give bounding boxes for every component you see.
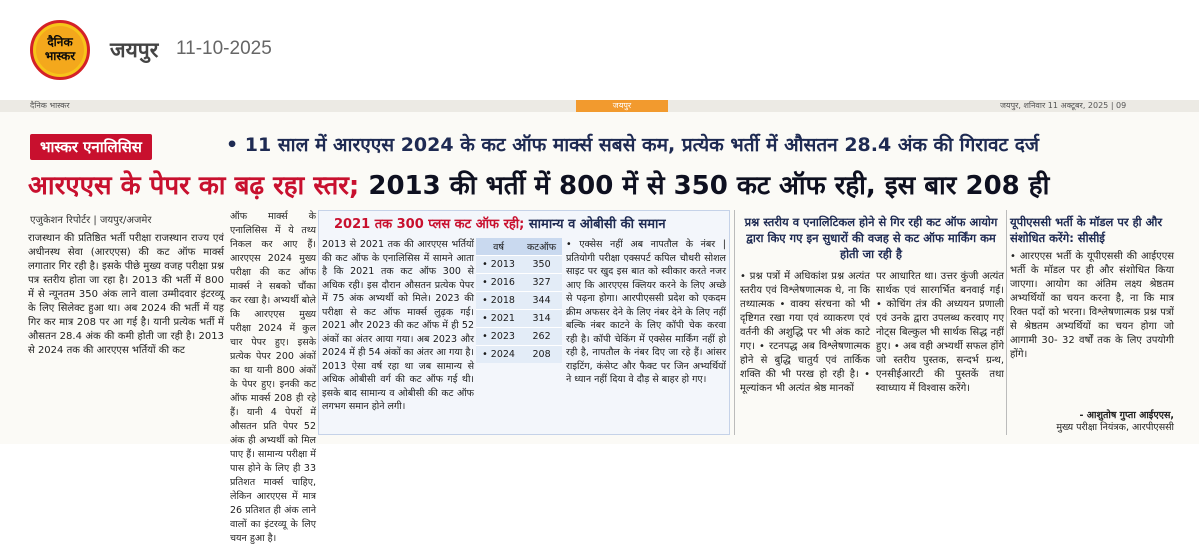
masthead-center: जयपुर bbox=[576, 100, 668, 112]
edition-city[interactable]: जयपुर bbox=[110, 38, 159, 62]
cell-year: • 2016 bbox=[476, 274, 521, 292]
quote-signature bbox=[1030, 410, 1174, 434]
box-text-right: • एक्सेस नहीं अब नापतौल के नंबर | प्रतियोगी परीक्षा एक्सपर्ट कपिल चौधरी सोशल साइट पर खुद इस बात को स्वीकार करते नजर आए कि आरएएस क्लियर करने के लिए अच्छे से पढ़ना होगा। आरपीएससी प्रदेश को एकदम क्रीम अफसर देने के लिए नंबर देने के लिए नहीं बल्कि नंबर काटने के लिए कॉपी चेक करवा रही है। कॉपी चेकिंग में एक्सेस मार्किंग नहीं हो रही है, नापतौल के नंबर दिए जा रहे हैं। आंसर राइटिंग, कंसेप्ट और फैक्ट पर जिन अभ्यर्थियों ने ध्यान नहीं दिया वे दौड़ से बाहर हो गए। bbox=[566, 239, 726, 385]
logo-text-line1: दैनिक bbox=[47, 35, 73, 49]
header-cutoff: कटऑफ bbox=[521, 238, 562, 256]
cell-cutoff: 314 bbox=[521, 310, 562, 328]
cell-year: • 2021 bbox=[476, 310, 521, 328]
reforms-column-b: पर आधारित था। उत्तर कुंजी अत्यंत सार्थक एवं सारगर्भित बनवाई गई। • कोचिंग तंत्र की अध्ययन प्रणाली एवं उनके द्वारा उपलब्ध करवाए गए नोट्स बिल्कुल भी सार्थक सिद्ध नहीं हुए। • अब वही अभ्यर्थी सफल होंगे जो स्तरीय पुस्तक, सन्दर्भ ग्रन्थ, एनसीईआरटी की पुस्तकें तथा स्वाध्याय में विश्वास करेंगे। bbox=[876, 271, 1004, 394]
masthead-strip bbox=[0, 100, 1199, 112]
box-title-rest: सामान्य व ओबीसी की समान bbox=[524, 217, 666, 232]
table-row bbox=[476, 292, 562, 310]
reforms-title: प्रश्न स्तरीय व एनालिटिकल होने से गिर रही कट ऑफ आयोग द्वारा किए गए इन सुधारों की वजह से कट ऑफ मार्किंग कम होती जा रही है bbox=[744, 215, 998, 261]
table-header-row bbox=[476, 238, 562, 256]
column-divider bbox=[1006, 210, 1007, 435]
article-headline bbox=[28, 166, 1049, 202]
table-row bbox=[476, 274, 562, 292]
headline-highlight: आरएएस के पेपर का बढ़ रहा स्तर; bbox=[28, 171, 360, 201]
cell-cutoff: 344 bbox=[521, 292, 562, 310]
cell-year: • 2013 bbox=[476, 256, 521, 274]
masthead-right: जयपुर, शनिवार 11 अक्टूबर, 2025 | 09 bbox=[1000, 101, 1127, 110]
cell-year: • 2018 bbox=[476, 292, 521, 310]
cell-year: • 2024 bbox=[476, 346, 521, 364]
cell-cutoff: 350 bbox=[521, 256, 562, 274]
box-text-left: 2013 से 2021 तक की आरएएस भर्तियों की कट ऑफ के एनालिसिस में सामने आता है कि 2021 तक कट ऑफ 300 से अधिक रही। इस दौरान औसतन प्रत्येक पेपर में 75 अंक अभ्यर्थी को मिले। 2023 की परीक्षा से कट ऑफ मार्क्स लुढ़क गई। 2021 और 2023 की कट ऑफ में ही 52 अंकों का अंतर आया गया। अब 2023 और 2024 में ही 54 अंकों का अंतर आ गया है। 2013 ऐसा वर्ष रहा था जब सामान्य से अधिक ओबीसी वर्ग की कट ऑफ गई थी। इसके बाद सामान्य व ओबीसी की कट ऑफ लगभग समान होने लगी। bbox=[322, 239, 474, 412]
article-column-1: राजस्थान की प्रतिष्ठित भर्ती परीक्षा राजस्थान राज्य एवं अधीनस्थ सेवा (आरएएस) की कट ऑफ मार्क्स लगातार गिर रही है। इसके पीछे मुख्य वजह परीक्षा प्रश्न पत्र स्तरीय होता जा रहा है। 2013 की भर्ती में 800 में से न्यूनतम 350 अंक लाने वाला उम्मीदवार इंटरव्यू के लिए सिलेक्ट हुआ था। अब 2024 की भर्ती में यह गिर कर मात्र 208 पर आ गई है। यानी प्रत्येक भर्ती में औसतन 28.4 अंक की कमी होती जा रही है। 2013 से 2024 तक की आरएएस भर्तियों की कट bbox=[28, 233, 224, 356]
table-row bbox=[476, 328, 562, 346]
masthead-left: दैनिक भास्कर bbox=[30, 101, 70, 110]
cell-cutoff: 208 bbox=[521, 346, 562, 364]
table-row bbox=[476, 256, 562, 274]
signature-role: मुख्य परीक्षा नियंत्रक, आरपीएससी bbox=[1056, 422, 1174, 433]
cell-year: • 2023 bbox=[476, 328, 521, 346]
upsc-model-title: यूपीएससी भर्ती के मॉडल पर ही और संशोधित करेंगे: सीसीई bbox=[1010, 215, 1163, 245]
analysis-kicker: भास्कर एनालिसिस bbox=[30, 134, 152, 160]
logo-text-line2: भास्कर bbox=[44, 49, 76, 63]
app-header bbox=[0, 0, 1199, 100]
header-year: वर्ष bbox=[476, 238, 521, 256]
byline: एजुकेशन रिपोर्टर | जयपुर/अजमेर bbox=[30, 215, 152, 226]
edition-date[interactable]: 11-10-2025 bbox=[176, 38, 272, 59]
table-row bbox=[476, 310, 562, 328]
box-title bbox=[334, 214, 666, 232]
cell-cutoff: 327 bbox=[521, 274, 562, 292]
table-row bbox=[476, 346, 562, 364]
signature-name: - आशुतोष गुप्ता आईएएस, bbox=[1079, 410, 1174, 421]
reforms-column-a: • प्रश्न पत्रों में अधिकांश प्रश्न अत्यंत स्तरीय एवं विश्लेषणात्मक थे, ना कि तथ्यात्मक • वाक्य संरचना को भी दृष्टिगत रखा गया एवं व्याकरण एवं वर्तनी की अशुद्धि पर भी अंक काटे गए। • रटनपद्ध अब विश्लेषणात्मक होने से बुद्धि चातुर्य एवं तार्किक शक्ति की भी परख हो रही है। • मूल्यांकन भी अत्यंत श्रेष्ठ मानकों bbox=[740, 271, 870, 394]
upsc-model-text: • आरएएस भर्ती के यूपीएससी की आईएएस भर्ती के मॉडल पर ही और संशोधित किया जाएगा। आयोग का अंतिम लक्ष्य श्रेष्ठतम अभ्यर्थियों का चयन करना है, ना कि मात्र रिक्त पदों को भरना। विश्लेषणात्मक प्रश्न पत्रों से श्रेष्ठतम अभ्यर्थियों का चयन होगा जो आगामी 30- 32 वर्षों तक के लिए उपयोगी होंगे। bbox=[1010, 251, 1174, 360]
dainik-bhaskar-logo[interactable] bbox=[30, 20, 90, 80]
cell-cutoff: 262 bbox=[521, 328, 562, 346]
article-subhead: • 11 साल में आरएएस 2024 के कट ऑफ मार्क्स सबसे कम, प्रत्येक भर्ती में औसतन 28.4 अंक की गिरावट दर्ज bbox=[226, 134, 1039, 156]
article-column-2: ऑफ मार्क्स के एनालिसिस में ये तथ्य निकल कर आए हैं। आरएएस 2024 मुख्य परीक्षा की कट ऑफ मार्क्स ने सबको चौंका कर रखा है। अभ्यर्थी बोले कि आरएएस मुख्य परीक्षा 2024 में कुल चार पेपर हुए। इसके प्रत्येक पेपर 200 अंकों का था यानी 800 अंकों के पेपर हुए। इनकी कट ऑफ मार्क्स 208 ही रहे हैं। यानी 4 पेपरों में औसतन प्रति पेपर 52 अंक ही अभ्यर्थी को मिल पाए हैं। सामान्य परीक्षा में पास होने के लिए ही 33 प्रतिशत मार्क्स चाहिए, लेकिन आरएएस में मात्र 26 प्रतिशत ही अंक लाने वालों का इंटरव्यू के लिए चयन हुआ है। bbox=[230, 211, 316, 544]
column-divider bbox=[734, 210, 735, 435]
box-title-highlight: 2021 तक 300 प्लस कट ऑफ रही; bbox=[334, 217, 525, 232]
headline-rest: 2013 की भर्ती में 800 में से 350 कट ऑफ रही, इस बार 208 ही bbox=[359, 171, 1050, 201]
cutoff-table bbox=[476, 238, 562, 363]
